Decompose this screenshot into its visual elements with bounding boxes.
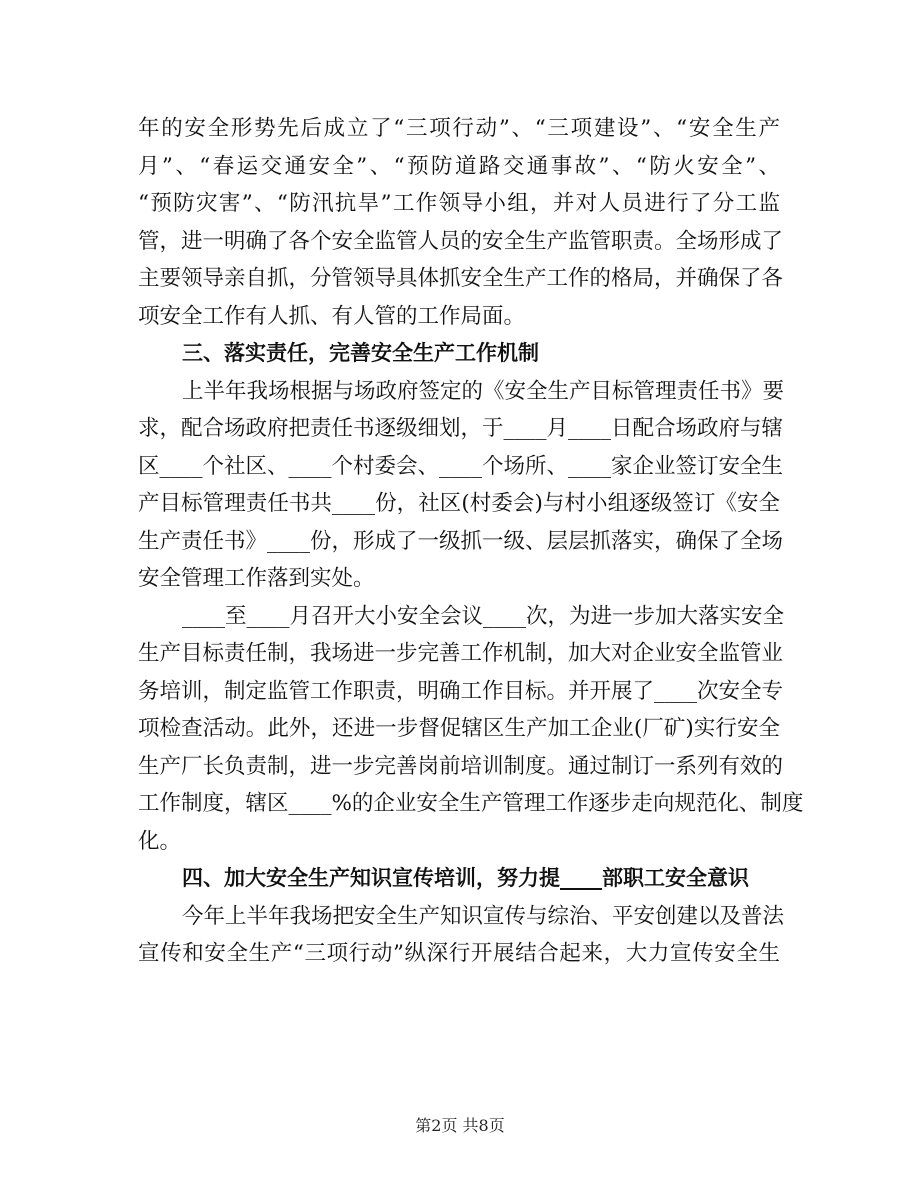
text-line: 工作制度，辖区____%的企业安全生产管理工作逐步走向规范化、制度 [138, 791, 804, 816]
text-line: 区____个社区、____个村委会、____个场所、____家企业签订安全生 [138, 453, 784, 479]
text-line: ____至____月召开大小安全会议____次，为进一步加大落实安全 [182, 603, 785, 629]
text-line: 项检查活动。此外，还进一步督促辖区生产加工企业(厂矿)实行安全 [138, 716, 780, 741]
paragraph-3a [138, 373, 785, 598]
text-line: 主要领导亲自抓，分管领导具体抓安全生产工作的格局，并确保了各 [138, 266, 784, 291]
section-heading-4: 四、加大安全生产知识宣传培训，努力提____部职工安全意识 [182, 866, 749, 890]
text-line: 项安全工作有人抓、有人管的工作局面。 [138, 303, 526, 329]
paragraph-4 [138, 898, 785, 973]
text-line: 安全管理工作落到实处。 [138, 566, 375, 591]
text-line: 今年上半年我场把安全生产知识宣传与综治、平安创建以及普法 [182, 903, 785, 929]
text-line: 产目标管理责任书共____份，社区(村委会)与村小组逐级签订《安全 [138, 491, 780, 516]
text-line: 年的安全形势先后成立了“三项行动”、“三项建设”、“安全生产 [138, 116, 780, 141]
text-line: 管，进一明确了各个安全监管人员的安全生产监管职责。全场形成了 [138, 228, 784, 254]
text-line: 生产责任书》____份，形成了一级抓一级、层层抓落实，确保了全场 [138, 528, 784, 554]
paragraph-top [138, 110, 784, 335]
text-line: 月”、“春运交通安全”、“预防道路交通事故”、“防火安全”、 [138, 153, 780, 179]
section-heading-3: 三、落实责任，完善安全生产工作机制 [182, 341, 539, 365]
text-line: 务培训，制定监管工作职责，明确工作目标。并开展了____次安全专 [138, 678, 784, 704]
text-line: 求，配合场政府把责任书逐级细划，于____月____日配合场政府与辖 [138, 416, 784, 441]
text-line: 宣传和安全生产“三项行动”纵深行开展结合起来，大力宣传安全生 [138, 941, 780, 966]
text-line: 生产目标责任制，我场进一步完善工作机制，加大对企业安全监管业 [138, 641, 784, 666]
paragraph-3b [138, 598, 804, 861]
text-line: 上半年我场根据与场政府签定的《安全生产目标管理责任书》要 [182, 378, 785, 404]
page-footer: 第2页 共8页 [415, 1116, 505, 1135]
text-line: 化。 [138, 828, 182, 854]
text-line: 生产厂长负责制，进一步完善岗前培训制度。通过制订一系列有效的 [138, 753, 784, 779]
document-body [138, 110, 804, 973]
text-line: “预防灾害”、“防汛抗旱”工作领导小组，并对人员进行了分工监 [138, 191, 780, 216]
